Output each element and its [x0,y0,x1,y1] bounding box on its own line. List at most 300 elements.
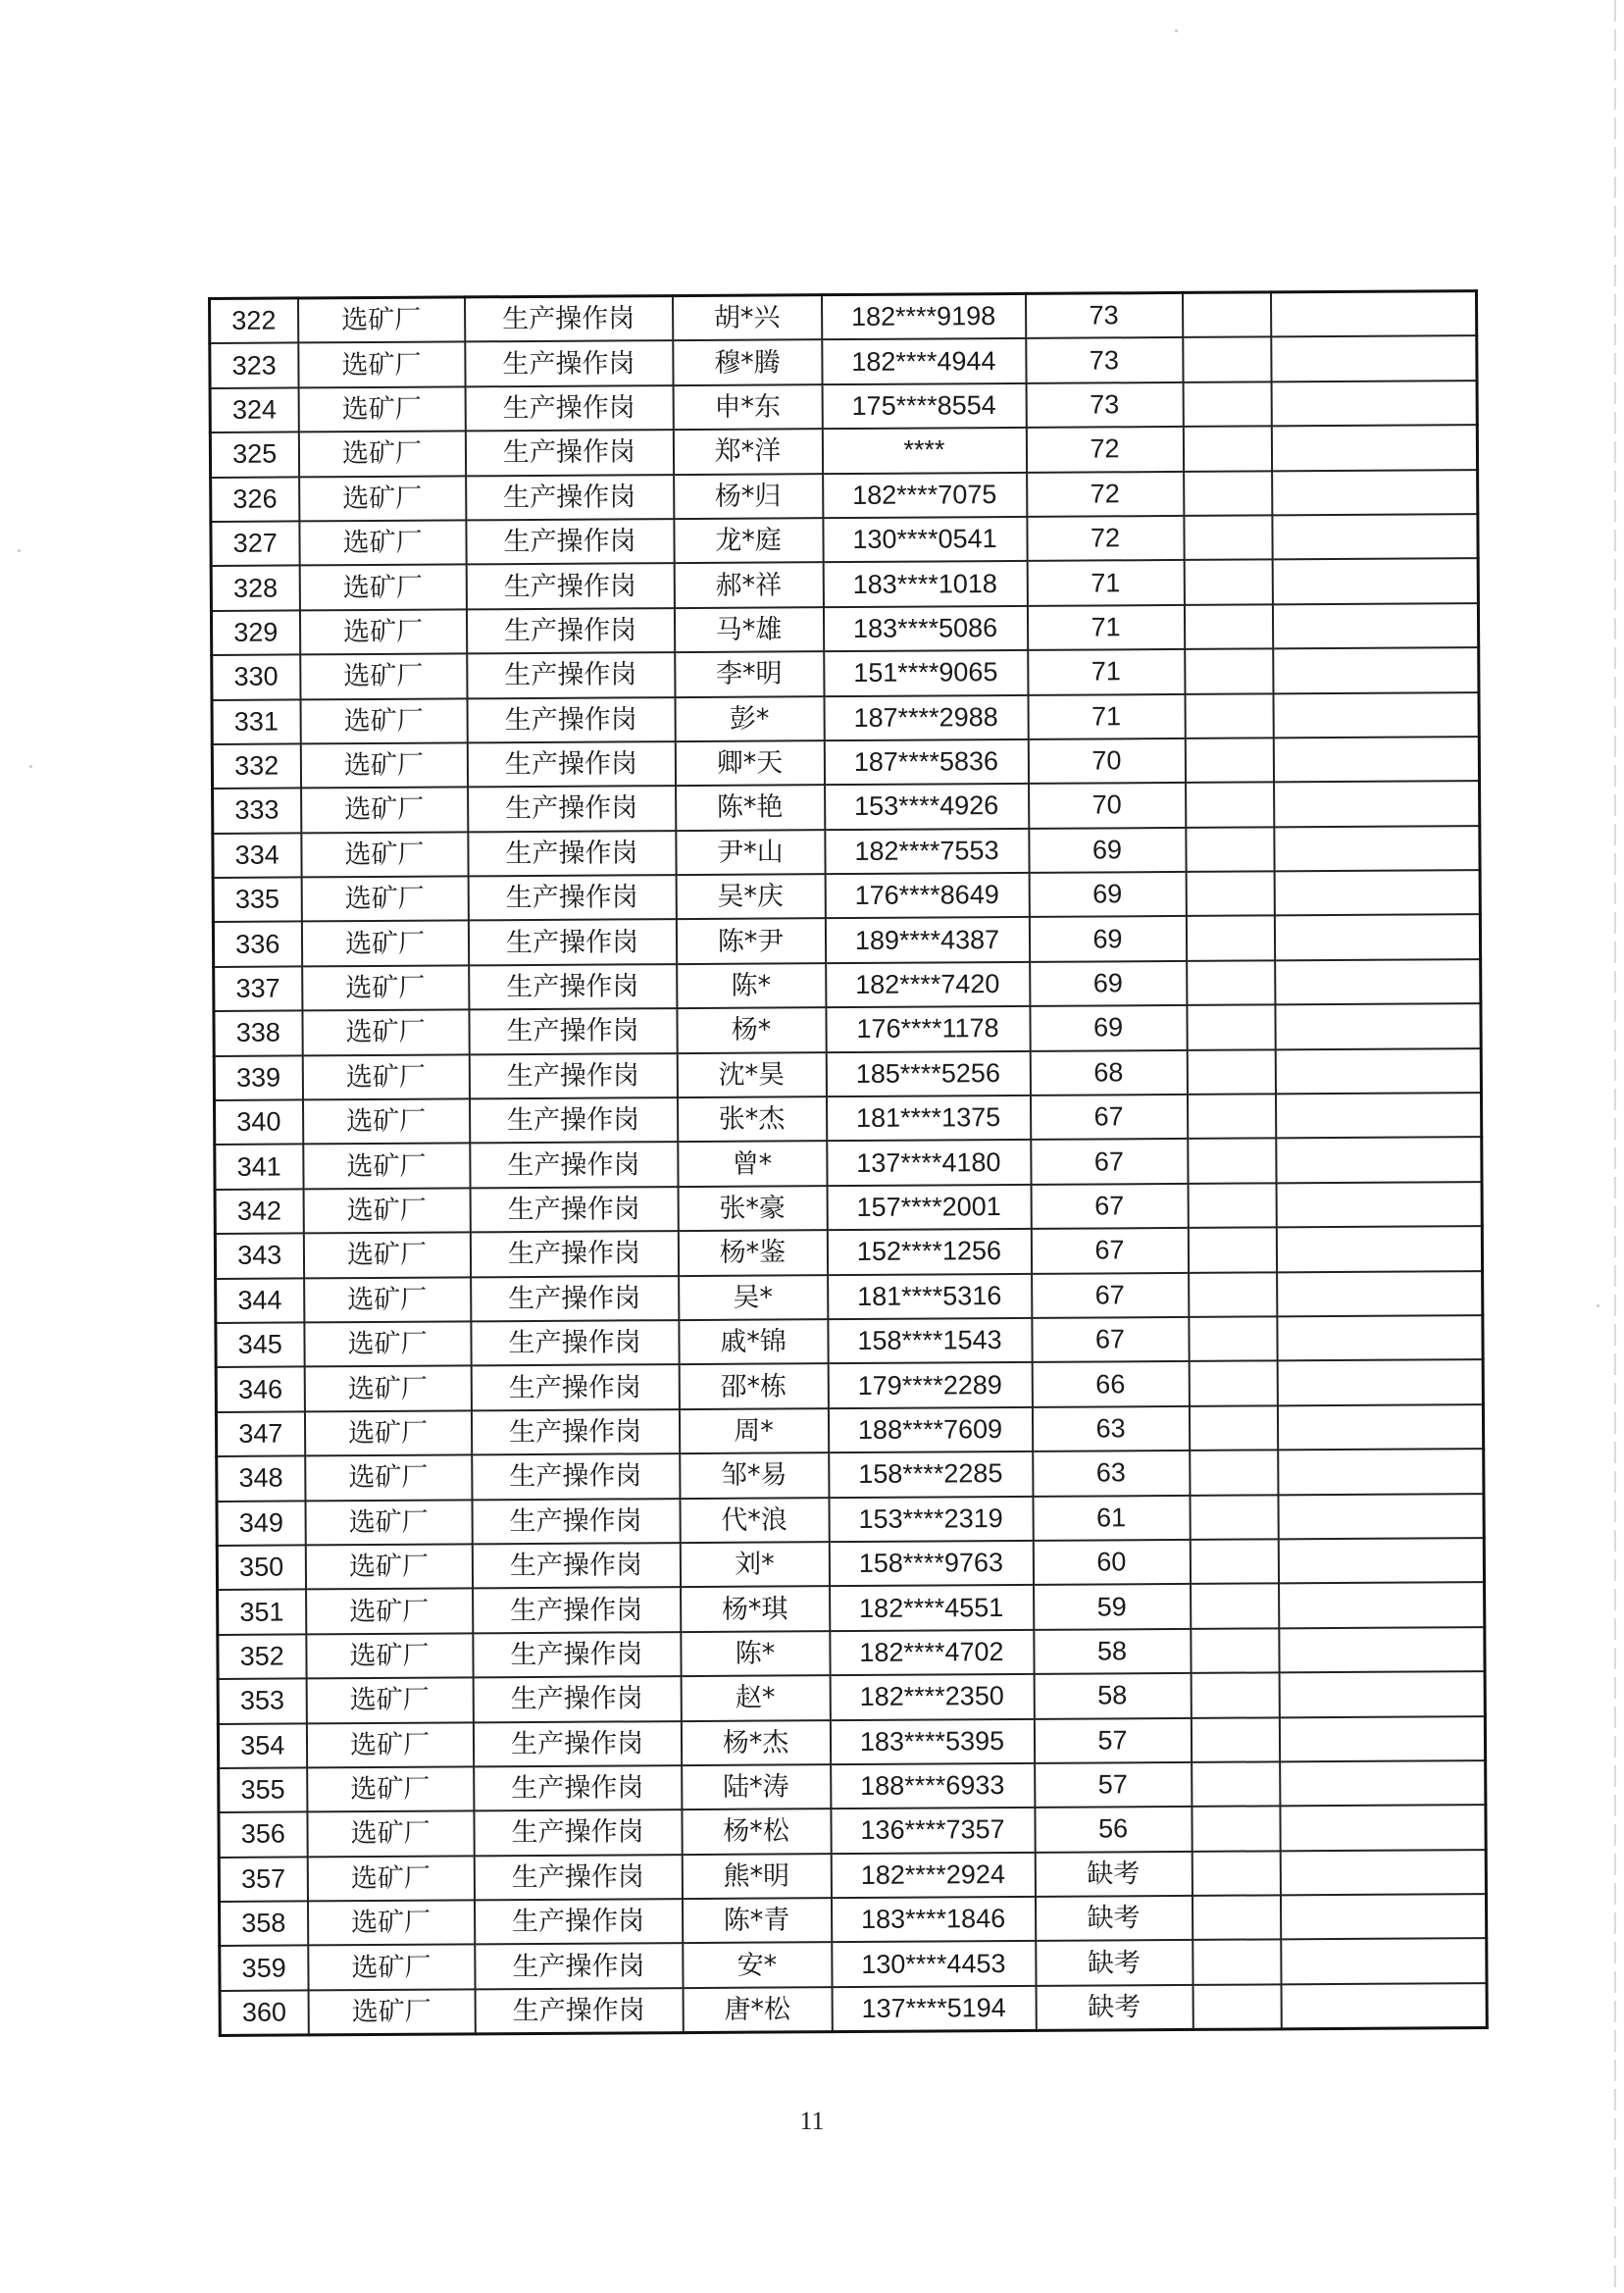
cell-remarks [1280,1805,1486,1851]
table-row [210,381,1477,433]
cell-post: 生产操作岗 [474,1855,682,1901]
cell-number: 349 [217,1501,305,1546]
cell-number: 351 [218,1590,306,1635]
cell-phone: 189****4387 [825,917,1029,963]
cell-name: 陈*尹 [676,919,825,964]
cell-name: 杨*杰 [681,1720,830,1765]
cell-unit: 选矿厂 [299,476,466,521]
cell-remarks [1270,291,1476,337]
cell-score: 58 [1034,1629,1191,1674]
cell-phone: 175****8554 [822,383,1026,430]
cell-number: 347 [216,1411,304,1456]
cell-number: 327 [211,521,299,566]
cell-score: 73 [1026,382,1183,428]
cell-post: 生产操作岗 [469,1053,677,1099]
cell-unit: 选矿厂 [304,1277,471,1322]
cell-name: 邹*易 [680,1452,829,1498]
cell-unit: 选矿厂 [301,832,468,877]
cell-post: 生产操作岗 [466,563,674,609]
cell-phone: 137****5194 [832,1986,1036,2032]
cell-post: 生产操作岗 [472,1499,680,1545]
cell-number: 355 [219,1767,307,1812]
cell-phone: 181****5316 [828,1273,1032,1319]
cell-score: 59 [1034,1584,1191,1629]
cell-number: 341 [215,1145,303,1190]
cell-name: 马*雄 [674,607,823,652]
cell-number: 337 [214,966,302,1011]
cell-post: 生产操作岗 [469,1097,677,1144]
cell-score: 60 [1033,1540,1190,1585]
cell-post: 生产操作岗 [473,1587,681,1633]
cell-number: 343 [215,1234,303,1279]
cell-number: 324 [210,387,298,433]
cell-unit: 选矿厂 [306,1633,473,1678]
cell-unit: 选矿厂 [306,1677,473,1722]
table-row [216,1404,1483,1456]
table-row [210,335,1477,387]
table-row [219,1850,1486,1902]
cell-phone: 176****8649 [825,873,1029,919]
cell-score: 71 [1027,605,1184,650]
cell-blank [1184,515,1272,560]
cell-number: 323 [210,343,298,388]
cell-remarks [1275,1093,1481,1139]
table-row [211,514,1478,566]
cell-number: 330 [212,655,300,700]
cell-phone: 182****7420 [826,962,1030,1008]
cell-phone: 188****6933 [831,1763,1035,1809]
cell-unit: 选矿厂 [305,1500,472,1545]
cell-number: 332 [212,743,300,789]
table-row [216,1359,1483,1411]
cell-score: 57 [1034,1717,1191,1762]
table-row [215,1138,1482,1190]
cell-name: 吴* [679,1275,828,1320]
cell-name: 沈*昊 [677,1052,826,1097]
cell-phone: 137****4180 [827,1140,1031,1186]
cell-post: 生产操作岗 [468,920,676,966]
cell-remarks [1271,425,1477,471]
cell-post: 生产操作岗 [473,1632,681,1678]
cell-name: 卿*天 [675,740,824,786]
table-row [215,1226,1482,1278]
cell-name: 张*豪 [678,1186,827,1231]
cell-unit: 选矿厂 [304,1321,471,1366]
cell-remarks [1278,1494,1484,1540]
cell-blank [1186,916,1274,961]
cell-remarks [1274,870,1480,916]
table-row [219,1894,1486,1946]
cell-number: 353 [218,1679,306,1724]
cell-blank [1189,1405,1277,1451]
cell-score: 66 [1032,1361,1189,1406]
table-row [212,737,1479,789]
table-row [220,1939,1487,1991]
table-row [218,1671,1485,1723]
cell-phone: 182****4551 [830,1585,1034,1631]
cell-phone: 152****1256 [827,1229,1031,1275]
table-row [215,1093,1482,1145]
cell-phone: 182****7075 [823,472,1027,518]
cell-remarks [1274,915,1480,961]
cell-blank [1193,1984,1281,2029]
cell-name: 彭* [675,696,824,741]
cell-blank [1192,1895,1280,1940]
cell-remarks [1279,1582,1485,1628]
table-row [212,647,1479,699]
cell-phone: 158****9763 [829,1541,1033,1587]
cell-blank [1186,783,1274,828]
cell-number: 348 [217,1456,305,1502]
cell-unit: 选矿厂 [303,1098,470,1144]
cell-remarks [1280,1894,1486,1940]
cell-blank [1190,1539,1278,1584]
cell-name: 杨*归 [674,474,823,519]
cell-phone: 187****5836 [824,739,1028,786]
cell-score: 67 [1031,1139,1188,1184]
cell-blank [1188,1183,1276,1228]
cell-number: 350 [217,1545,305,1590]
cell-phone: 182****2350 [830,1674,1034,1720]
cell-number: 344 [216,1278,304,1323]
cell-remarks [1271,381,1477,427]
cell-number: 346 [216,1367,304,1412]
cell-post: 生产操作岗 [468,831,676,877]
cell-phone: 158****1543 [828,1318,1032,1364]
cell-post: 生产操作岗 [474,1899,682,1945]
scan-speck [1597,1304,1599,1307]
cell-unit: 选矿厂 [300,742,467,788]
cell-number: 358 [219,1901,307,1946]
cell-remarks [1273,647,1479,693]
cell-unit: 选矿厂 [308,1989,475,2035]
table-row [220,1983,1487,2036]
cell-name: 邵*栋 [679,1364,828,1409]
cell-score: 70 [1028,739,1185,784]
cell-remarks [1271,335,1477,382]
cell-post: 生产操作岗 [465,340,673,386]
cell-unit: 选矿厂 [302,1054,469,1099]
cell-remarks [1276,1226,1482,1272]
cell-blank [1187,1049,1275,1095]
cell-blank [1189,1361,1277,1406]
cell-unit: 选矿厂 [298,386,465,432]
cell-name: 杨* [677,1007,826,1052]
cell-remarks [1281,1983,1487,2029]
cell-unit: 选矿厂 [298,297,465,343]
cell-blank [1189,1272,1277,1317]
cell-remarks [1273,692,1479,739]
cell-phone: 130****0541 [823,517,1027,563]
cell-remarks [1277,1359,1483,1405]
cell-score: 72 [1027,516,1184,561]
cell-blank [1186,871,1274,916]
cell-phone: 153****2319 [829,1496,1033,1542]
cell-blank [1193,1940,1281,1985]
cell-unit: 选矿厂 [303,1188,470,1233]
cell-number: 333 [213,789,301,834]
cell-remarks [1279,1627,1485,1673]
cell-blank [1191,1672,1279,1717]
table-row [213,781,1480,833]
cell-post: 生产操作岗 [470,1231,678,1277]
cell-phone: 176****1178 [826,1006,1030,1052]
cell-unit: 选矿厂 [304,1366,471,1411]
cell-name: 郝*祥 [674,563,823,608]
cell-remarks [1276,1138,1482,1184]
cell-name: 尹*山 [676,830,825,875]
cell-phone: 187****2988 [824,694,1028,740]
cell-blank [1190,1495,1278,1540]
cell-name: 陈* [677,963,826,1008]
cell-name: 戚*锦 [679,1319,828,1364]
cell-unit: 选矿厂 [299,609,466,654]
cell-name: 龙*庭 [674,518,823,563]
cell-name: 胡*兴 [673,295,822,341]
cell-blank [1185,738,1273,783]
cell-phone: 188****7609 [828,1407,1032,1453]
table-row [216,1315,1483,1367]
cell-remarks [1277,1404,1483,1451]
cell-post: 生产操作岗 [466,608,674,654]
table-row [211,558,1478,610]
cell-blank [1187,1094,1275,1139]
cell-score: 71 [1028,649,1185,694]
cell-name: 吴*庆 [676,874,825,919]
cell-remarks [1281,1939,1487,1985]
cell-number: 325 [210,433,298,478]
cell-post: 生产操作岗 [469,964,677,1010]
cell-unit: 选矿厂 [305,1455,472,1501]
cell-phone: 158****2285 [829,1452,1033,1498]
table-row [218,1582,1485,1634]
cell-score: 71 [1028,693,1185,739]
cell-name: 安* [683,1943,832,1988]
cell-post: 生产操作岗 [465,430,673,476]
cell-score: 缺考 [1035,1896,1192,1941]
cell-number: 331 [212,699,300,744]
cell-remarks [1277,1271,1483,1317]
cell-remarks [1275,1048,1481,1095]
table-row [213,870,1480,922]
cell-number: 338 [214,1011,302,1056]
cell-blank [1183,382,1271,427]
cell-remarks [1278,1449,1484,1495]
cell-blank [1187,1005,1275,1050]
cell-unit: 选矿厂 [303,1144,470,1189]
cell-unit: 选矿厂 [307,1900,474,1945]
cell-remarks [1275,1003,1481,1049]
cell-phone: 183****5086 [823,606,1027,652]
cell-post: 生产操作岗 [471,1409,679,1455]
cell-name: 曾* [678,1142,827,1187]
cell-unit: 选矿厂 [302,965,469,1010]
page-number: 11 [799,2107,825,2135]
table-row [215,1182,1482,1234]
cell-score: 68 [1030,1050,1187,1096]
cell-post: 生产操作岗 [468,875,676,921]
cell-name: 唐*松 [683,1987,832,2033]
cell-unit: 选矿厂 [307,1856,474,1901]
cell-score: 72 [1027,471,1184,516]
cell-number: 326 [211,477,299,522]
cell-number: 328 [211,566,299,611]
cell-number: 340 [215,1099,303,1145]
cell-number: 356 [219,1812,307,1858]
cell-unit: 选矿厂 [307,1811,474,1857]
cell-remarks [1272,558,1478,604]
cell-name: 杨*鉴 [678,1230,827,1275]
cell-name: 陆*涛 [682,1764,831,1809]
table-row [214,1003,1481,1055]
table-row [217,1494,1484,1546]
cell-name: 李*明 [675,651,824,696]
cell-score: 缺考 [1036,1985,1193,2031]
cell-number: 352 [218,1634,306,1679]
cell-unit: 选矿厂 [308,1945,475,1990]
cell-post: 生产操作岗 [472,1453,680,1500]
cell-blank [1184,604,1272,649]
cell-remarks [1272,514,1478,560]
cell-blank [1189,1316,1277,1361]
cell-name: 张*杰 [677,1096,826,1142]
cell-phone: 151****9065 [824,650,1028,696]
cell-post: 生产操作岗 [473,1676,681,1722]
cell-number: 342 [215,1189,303,1234]
cell-name: 周* [679,1408,828,1453]
cell-name: 郑*洋 [673,429,822,474]
cell-remarks [1272,470,1478,516]
cell-number: 360 [220,1990,308,2035]
table-row [212,692,1479,744]
table-row [213,915,1480,967]
cell-phone: 182****7553 [825,829,1029,875]
cell-remarks [1279,1671,1485,1717]
scan-speck [29,765,32,768]
cell-score: 67 [1030,1095,1187,1140]
cell-number: 354 [218,1723,306,1768]
cell-score: 69 [1029,872,1186,917]
table-row [214,959,1481,1011]
cell-post: 生产操作岗 [472,1543,680,1589]
cell-unit: 选矿厂 [299,565,466,610]
cell-score: 73 [1025,292,1182,338]
table-row [219,1805,1486,1857]
cell-name: 代*浪 [680,1498,829,1543]
table-row [214,1048,1481,1100]
cell-name: 申*东 [673,384,822,430]
cell-post: 生产操作岗 [467,741,675,788]
cell-unit: 选矿厂 [305,1544,472,1589]
cell-remarks [1279,1716,1485,1762]
cell-post: 生产操作岗 [475,1944,683,1990]
cell-score: 63 [1033,1451,1190,1496]
cell-number: 336 [213,922,301,967]
cell-number: 334 [213,833,301,878]
cell-phone: 182****9198 [821,293,1025,339]
cell-number: 329 [211,610,299,655]
cell-blank [1184,560,1272,605]
cell-score: 69 [1029,916,1186,961]
scan-speck [18,549,21,552]
cell-score: 67 [1031,1184,1188,1229]
cell-post: 生产操作岗 [466,519,674,565]
cell-post: 生产操作岗 [471,1276,679,1322]
cell-post: 生产操作岗 [471,1364,679,1410]
cell-number: 339 [214,1055,302,1100]
table-row [219,1760,1486,1812]
cell-post: 生产操作岗 [469,1008,677,1054]
table-row [218,1627,1485,1679]
cell-score: 72 [1026,427,1183,472]
cell-phone: 183****5395 [830,1718,1034,1764]
cell-remarks [1274,781,1480,827]
cell-phone: 130****4453 [832,1941,1036,1987]
cell-post: 生产操作岗 [473,1721,681,1767]
cell-number: 357 [219,1857,307,1902]
cell-unit: 选矿厂 [302,1010,469,1055]
scan-speck [1175,29,1178,32]
cell-blank [1188,1139,1276,1184]
cell-name: 陈* [681,1631,830,1676]
cell-unit: 选矿厂 [300,654,467,699]
cell-name: 陈*青 [682,1898,831,1943]
cell-post: 生产操作岗 [470,1187,678,1233]
cell-score: 58 [1034,1673,1191,1718]
cell-post: 生产操作岗 [471,1320,679,1366]
cell-blank [1188,1228,1276,1273]
cell-blank [1183,427,1271,472]
cell-score: 63 [1032,1406,1189,1452]
cell-name: 刘* [680,1542,829,1587]
cell-phone: 181****1375 [826,1096,1030,1142]
cell-blank [1185,648,1273,693]
cell-score: 69 [1030,961,1187,1006]
cell-unit: 选矿厂 [299,520,466,565]
cell-remarks [1280,1850,1486,1896]
cell-name: 杨*琪 [681,1586,830,1631]
cell-post: 生产操作岗 [467,697,675,743]
cell-blank [1184,471,1272,516]
cell-score: 73 [1026,337,1183,382]
cell-unit: 选矿厂 [307,1766,474,1811]
cell-post: 生产操作岗 [474,1809,682,1856]
table-row [210,291,1477,344]
cell-phone: 182****4944 [822,338,1026,384]
cell-blank [1191,1717,1279,1762]
cell-score: 61 [1033,1495,1190,1540]
cell-unit: 选矿厂 [301,921,468,966]
table-row [213,826,1480,878]
cell-blank [1186,827,1274,872]
cell-name: 陈*艳 [676,785,825,830]
cell-remarks [1277,1315,1483,1361]
cell-post: 生产操作岗 [465,385,673,432]
cell-remarks [1280,1760,1486,1807]
table-row [217,1538,1484,1590]
cell-unit: 选矿厂 [304,1410,471,1455]
cell-number: 322 [210,298,298,343]
cell-unit: 选矿厂 [301,788,468,833]
scan-edge-mark [1614,0,1616,2293]
cell-blank [1192,1761,1280,1807]
cell-blank [1182,292,1270,337]
table-row [217,1449,1484,1501]
cell-score: 69 [1030,1005,1187,1050]
cell-blank [1185,693,1273,739]
cell-name: 赵* [681,1675,830,1720]
cell-blank [1192,1851,1280,1896]
